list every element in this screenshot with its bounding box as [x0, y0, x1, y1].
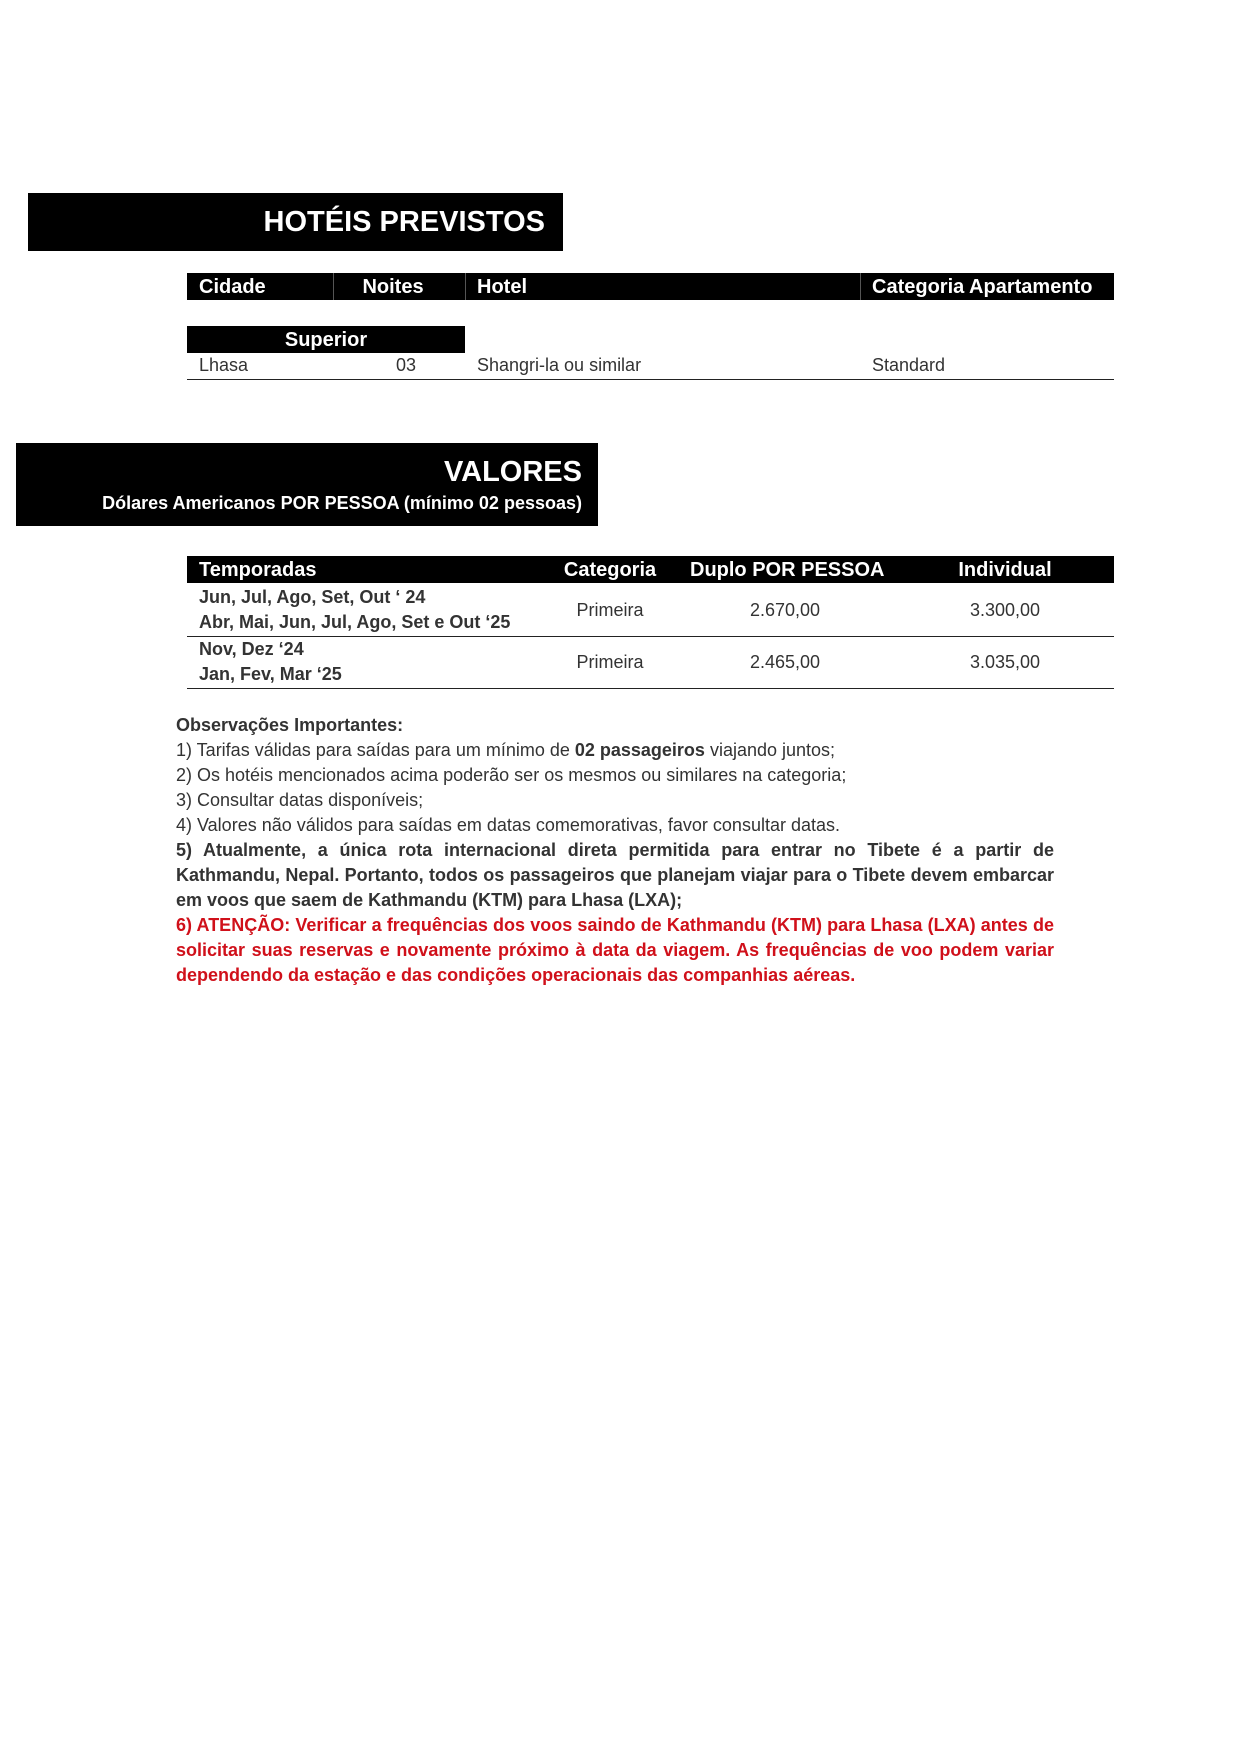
- hotels-title: HOTÉIS PREVISTOS: [263, 206, 545, 238]
- row-category: Primeira: [576, 600, 644, 620]
- row-single-price: 3.300,00: [969, 600, 1041, 620]
- col-noites: Noites: [362, 276, 424, 298]
- col-duplo: Duplo POR PESSOA: [690, 559, 885, 581]
- divider: [187, 636, 1114, 637]
- season-line1: Jun, Jul, Ago, Set, Out ‘ 24: [199, 587, 426, 607]
- hotel-nights: 03: [395, 355, 417, 375]
- values-subtitle: Dólares Americanos POR PESSOA (mínimo 02 pessoas): [102, 493, 582, 513]
- note-4: 4) Valores não válidos para saídas em datas comemorativas, favor consultar datas.: [176, 815, 840, 835]
- values-title: VALORES: [443, 456, 582, 488]
- row-double-price: 2.670,00: [749, 600, 821, 620]
- season-line1: Nov, Dez ‘24: [199, 639, 304, 659]
- row-single-price: 3.035,00: [969, 652, 1041, 672]
- col-cidade: Cidade: [199, 276, 266, 298]
- category-superior-label: Superior: [187, 326, 465, 353]
- note-5: 5) Atualmente, a única rota internacional direta permitida para entrar no Tibete é a partir de Kathmandu, Nepal. Portanto, todos os passageiros que planejam viajar para o Tibete devem embarcar em voos que saem de Kathmandu (KTM) para Lhasa (LXA);: [176, 840, 1054, 910]
- col-categoria: Categoria: [563, 559, 657, 581]
- col-categoria-apartamento: Categoria Apartamento: [872, 276, 1093, 298]
- note-3: 3) Consultar datas disponíveis;: [176, 790, 424, 810]
- hotel-city: Lhasa: [199, 355, 249, 375]
- divider: [187, 688, 1114, 689]
- note-2: 2) Os hotéis mencionados acima poderão ser os mesmos ou similares na categoria;: [176, 765, 847, 785]
- note-6-attention: 6) ATENÇÃO: Verificar a frequências dos voos saindo de Kathmandu (KTM) para Lhasa (LXA) antes de solicitar suas reservas e novamente próximo à data da viagem. As frequências de voo podem variar dependendo da estação e das condições operacionais das companhias aéreas.: [176, 915, 1054, 985]
- season-line2: Abr, Mai, Jun, Jul, Ago, Set e Out ‘25: [199, 612, 511, 632]
- row-double-price: 2.465,00: [749, 652, 821, 672]
- values-table-header: [187, 556, 1114, 583]
- note-1: 1) Tarifas válidas para saídas para um mínimo de 02 passageiros viajando juntos;: [176, 740, 836, 760]
- important-notes: [176, 713, 1054, 988]
- values-banner: [16, 443, 598, 526]
- hotel-category: Standard: [872, 355, 946, 375]
- col-temporadas: Temporadas: [199, 559, 317, 581]
- hotel-name: Shangri-la ou similar: [477, 355, 642, 375]
- divider: [187, 379, 1114, 380]
- row-category: Primeira: [576, 652, 644, 672]
- season-line2: Jan, Fev, Mar ‘25: [199, 664, 342, 684]
- hotels-table-header: [187, 273, 1114, 300]
- col-individual: Individual: [958, 559, 1052, 581]
- notes-heading: Observações Importantes:: [176, 715, 404, 735]
- hotels-banner: [28, 193, 563, 251]
- col-hotel: Hotel: [477, 276, 527, 298]
